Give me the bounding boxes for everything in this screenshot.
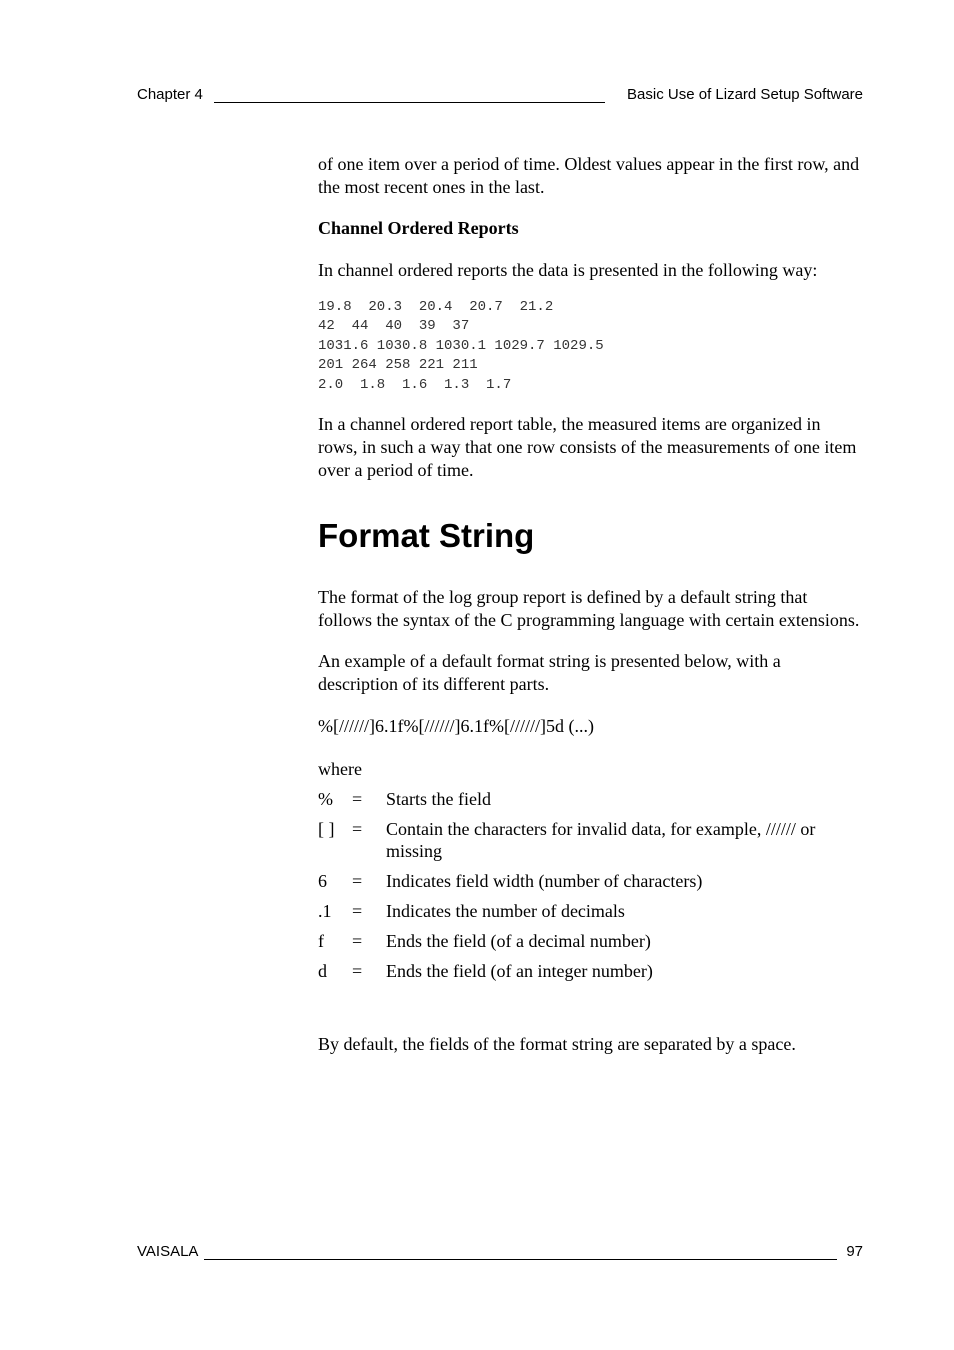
chapter-label: Chapter 4 [137, 86, 209, 103]
code-line: 2.0 1.8 1.6 1.3 1.7 [318, 376, 512, 393]
code-line: 19.8 20.3 20.4 20.7 21.2 [318, 299, 554, 315]
definition-symbol: % [318, 789, 333, 810]
definition-description: Starts the field [386, 789, 491, 810]
format-example: %[//////]6.1f%[//////]6.1f%[//////]5d (...) [318, 716, 594, 737]
where-label: where [318, 759, 362, 780]
closing-paragraph: By default, the fields of the format string are separated by a space. [318, 1034, 796, 1055]
page-number: 97 [846, 1243, 863, 1260]
definition-row [318, 818, 856, 870]
code-line: 42 44 40 39 37 [318, 318, 470, 335]
definition-symbol: [ ] [318, 819, 335, 840]
definitions-table [318, 788, 856, 990]
format-paragraph-1: The format of the log group report is defined by a default string that follows the syntax of the C programming language with certain extensions. [318, 587, 860, 631]
definition-row [318, 900, 856, 930]
format-paragraph-2: An example of a default format string is presented below, with a description of its different parts. [318, 651, 781, 695]
code-example [318, 298, 863, 395]
definition-equals: = [352, 789, 363, 810]
page-footer [137, 1243, 863, 1263]
definition-equals: = [352, 819, 363, 840]
header-rule [214, 102, 605, 103]
definition-description: Indicates the number of decimals [386, 901, 625, 922]
chapter-title: Basic Use of Lizard Setup Software [627, 86, 863, 103]
definition-description: Ends the field (of an integer number) [386, 961, 653, 982]
definition-row [318, 788, 856, 818]
definition-symbol: d [318, 961, 327, 982]
section-heading: Channel Ordered Reports [318, 218, 519, 238]
definition-equals: = [352, 871, 363, 892]
definition-row [318, 870, 856, 900]
format-string-heading: Format String [318, 517, 535, 555]
definition-description: Ends the field (of a decimal number) [386, 931, 651, 952]
definition-symbol: f [318, 931, 324, 952]
footer-rule [204, 1259, 837, 1260]
page-header [137, 86, 863, 106]
definition-equals: = [352, 931, 363, 952]
page-content [318, 153, 863, 1056]
channel-intro-paragraph: In channel ordered reports the data is presented in the following way: [318, 260, 818, 280]
definition-row [318, 930, 856, 960]
intro-paragraph: of one item over a period of time. Oldest values appear in the first row, and the most recent ones in the last. [318, 154, 860, 197]
definition-description: Indicates field width (number of characters) [386, 871, 703, 892]
footer-brand: VAISALA [137, 1243, 199, 1260]
definition-equals: = [352, 901, 363, 922]
definition-row [318, 960, 856, 990]
code-line: 201 264 258 221 211 [318, 357, 478, 374]
code-line: 1031.6 1030.8 1030.1 1029.7 1029.5 [318, 337, 604, 354]
definition-description: Contain the characters for invalid data, for example, ////// or missing [386, 819, 816, 862]
definition-symbol: 6 [318, 871, 327, 892]
definition-symbol: .1 [318, 901, 332, 922]
channel-explain-paragraph: In a channel ordered report table, the measured items are organized in rows, in such a way that one row consists of the measurements of one item over a period of time. [318, 414, 857, 481]
definition-equals: = [352, 961, 363, 982]
